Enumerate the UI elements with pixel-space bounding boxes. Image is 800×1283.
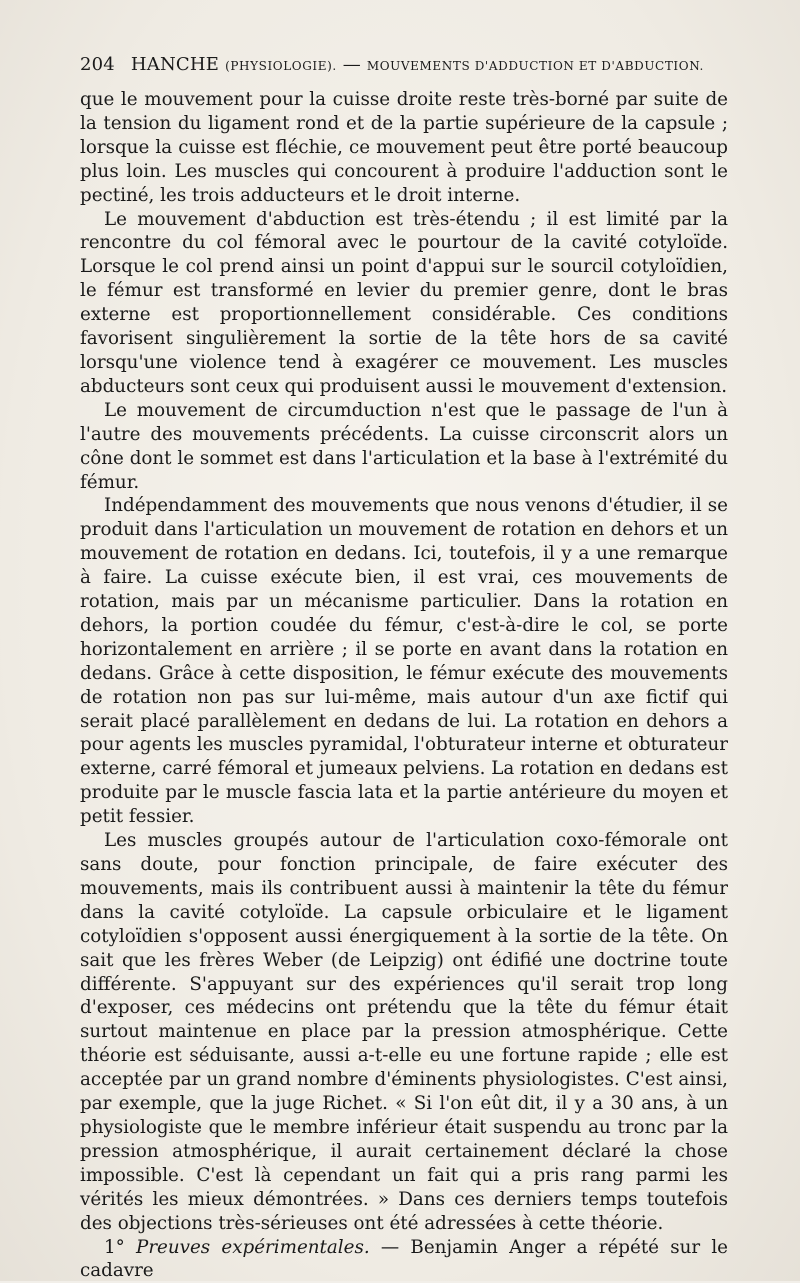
body-text	[80, 88, 728, 1283]
paragraph-3: Le mouvement de circumduction n'est que le passage de l'un à l'autre des mouvements précédents. La cuisse circonscrit alors un cône dont le sommet est dans l'articulation et la base à l'extrémité du fémur.	[80, 399, 728, 495]
paragraph-2: Le mouvement d'abduction est très-étendu ; il est limité par la rencontre du col fémoral avec le pourtour de la cavité cotyloïde. Lorsque le col prend ainsi un point d'appui sur le sourcil cotyloïdien, le fémur est transformé en levier du premier genre, dont le bras externe est proportionnellement considérable. Ces conditions favorisent singulièrement la sortie de la tête hors de sa cavité lorsqu'une violence tend à exagérer ce mouvement. Les muscles abducteurs sont ceux qui produisent aussi le mouvement d'extension.	[80, 208, 728, 399]
running-header	[80, 54, 730, 75]
paragraph-1: que le mouvement pour la cuisse droite reste très-borné par suite de la tension du ligament rond et de la partie supérieure de la capsule ; lorsque la cuisse est fléchie, ce mouvement peut être porté beaucoup plus loin. Les muscles qui concourent à produire l'adduction sont le pectiné, les trois adducteurs et le droit interne.	[80, 88, 728, 208]
header-topic: MOUVEMENTS D'ADDUCTION ET D'ABDUCTION.	[367, 59, 704, 73]
header-section: HANCHE	[131, 54, 219, 75]
header-dash: —	[343, 54, 361, 75]
header-subsection: (PHYSIOLOGIE).	[225, 59, 337, 73]
italic-heading: Preuves expérimentales.	[136, 1237, 370, 1258]
page-number: 204	[80, 54, 115, 75]
paragraph-6-text: — Benjamin Anger a répété sur le cadavre	[80, 1237, 728, 1282]
paragraph-6	[80, 1236, 728, 1283]
list-number: 1°	[104, 1237, 125, 1258]
paragraph-4: Indépendamment des mouvements que nous venons d'étudier, il se produit dans l'articulation un mouvement de rotation en dehors et un mouvement de rotation en dedans. Ici, toutefois, il y a une remarque à faire. La cuisse exécute bien, il est vrai, ces mouvements de rotation, mais par un mécanisme particulier. Dans la rotation en dehors, la portion coudée du fémur, c'est-à-dire le col, se porte horizontalement en arrière ; il se porte en avant dans la rotation en dedans. Grâce à cette disposition, le fémur exécute des mouvements de rotation non pas sur lui-même, mais autour d'un axe fictif qui serait placé parallèlement en dedans de lui. La rotation en dehors a pour agents les muscles pyramidal, l'obturateur interne et obturateur externe, carré fémoral et jumeaux pelviens. La rotation en dedans est produite par le muscle fascia lata et la partie antérieure du moyen et petit fessier.	[80, 494, 728, 829]
paragraph-5: Les muscles groupés autour de l'articulation coxo-fémorale ont sans doute, pour fonction principale, de faire exécuter des mouvements, mais ils contribuent aussi à maintenir la tête du fémur dans la cavité cotyloïde. La capsule orbiculaire et le ligament cotyloïdien s'opposent aussi énergiquement à la sortie de la tête. On sait que les frères Weber (de Leipzig) ont édifié une doctrine toute différente. S'appuyant sur des expériences qu'il serait trop long d'exposer, ces médecins ont prétendu que la tête du fémur était surtout maintenue en place par la pression atmosphérique. Cette théorie est séduisante, aussi a-t-elle eu une fortune rapide ; elle est acceptée par un grand nombre d'éminents physiologistes. C'est ainsi, par exemple, que la juge Richet. « Si l'on eût dit, il y a 30 ans, à un physiologiste que le membre inférieur était suspendu au tronc par la pression atmosphérique, il aurait certainement déclaré la chose impossible. C'est là cependant un fait qui a pris rang parmi les vérités les mieux démontrées. » Dans ces derniers temps toutefois des objections très-sérieuses ont été adressées à cette théorie.	[80, 829, 728, 1235]
